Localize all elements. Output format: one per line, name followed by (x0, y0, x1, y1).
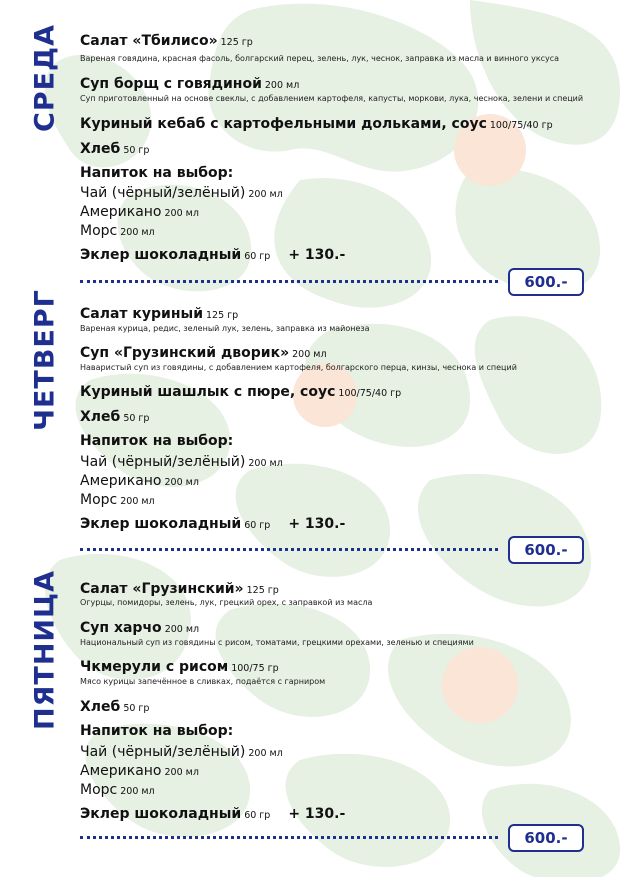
drink-portion: 200 мл (248, 458, 283, 469)
dotted-divider (80, 836, 498, 839)
dessert-portion: 60 гр (244, 520, 271, 531)
drink-name: Морс (80, 223, 118, 239)
drink-portion: 200 мл (120, 496, 155, 507)
drink-name: Морс (80, 782, 118, 798)
drink-name: Американо (80, 204, 162, 220)
day-title: ЧЕТВЕРГ (29, 289, 61, 431)
drink-name: Американо (80, 763, 162, 779)
item-name: Суп борщ с говядиной (80, 76, 262, 92)
item-description: Наваристый суп из говядины, с добавлением картофеля, болгарского перца, кинзы, чеснока и специй (80, 363, 517, 372)
drink-portion: 200 мл (120, 227, 155, 238)
item-name: Куриный кебаб с картофельными дольками, соус (80, 116, 487, 132)
menu-item (80, 578, 600, 597)
price-badge: 600.- (508, 536, 584, 564)
item-name: Хлеб (80, 409, 121, 425)
item-name: Салат куриный (80, 306, 204, 322)
item-portion: 200 мл (164, 624, 200, 635)
item-name: Суп «Грузинский дворик» (80, 345, 290, 361)
drink-option (80, 779, 600, 798)
item-description: Огурцы, помидоры, зелень, лук, грецкий орех, с заправкой из масла (80, 598, 373, 607)
drink-title-text: Напиток на выбор: (80, 165, 234, 181)
drink-name: Морс (80, 492, 118, 508)
item-portion: 50 гр (123, 413, 150, 424)
dessert-extra-price: + 130.- (288, 806, 346, 822)
menu-item (80, 696, 600, 715)
drink-portion: 200 мл (248, 189, 283, 200)
drink-portion: 200 мл (248, 748, 283, 759)
drink-portion: 200 мл (120, 786, 155, 797)
item-name: Куриный шашлык с пюре, соус (80, 384, 336, 400)
item-portion: 50 гр (123, 703, 150, 714)
item-name: Салат «Грузинский» (80, 581, 244, 597)
drink-portion: 200 мл (164, 208, 199, 219)
day-title: ПЯТНИЦА (29, 570, 61, 730)
item-description: Суп приготовленный на основе свеклы, с добавлением картофеля, капусты, моркови, лука, чеснока, зелени и специй (80, 94, 584, 103)
drink-name: Чай (чёрный/зелёный) (80, 454, 246, 470)
drink-name: Американо (80, 473, 162, 489)
item-name: Салат «Тбилисо» (80, 33, 218, 49)
menu-item (80, 617, 600, 636)
dessert-extra-price: + 130.- (288, 247, 346, 263)
drink-title (80, 720, 600, 739)
day-title: СРЕДА (29, 24, 61, 132)
item-portion: 125 гр (246, 585, 279, 596)
drink-name: Чай (чёрный/зелёный) (80, 744, 246, 760)
item-description: Вареная говядина, красная фасоль, болгарский перец, зелень, лук, чеснок, заправка из масла и винного уксуса (80, 54, 560, 63)
item-portion: 125 гр (206, 310, 239, 321)
drink-title-text: Напиток на выбор: (80, 723, 234, 739)
drink-name: Чай (чёрный/зелёный) (80, 185, 246, 201)
dessert-name: Эклер шоколадный (80, 806, 242, 822)
item-name: Суп харчо (80, 620, 162, 636)
item-portion: 125 гр (220, 37, 253, 48)
item-description: Национальный суп из говядины с рисом, томатами, грецкими орехами, зеленью и специями (80, 638, 474, 647)
price-badge: 600.- (508, 268, 584, 296)
item-name: Хлеб (80, 699, 121, 715)
item-description: Мясо курицы запечённое в сливках, подаётся с гарниром (80, 677, 326, 686)
item-portion: 100/75/40 гр (489, 120, 553, 131)
menu-item (80, 656, 600, 675)
item-description: Вареная курица, редис, зеленый лук, зелень, заправка из майонеза (80, 324, 370, 333)
dessert-name: Эклер шоколадный (80, 247, 242, 263)
price-badge: 600.- (508, 824, 584, 852)
item-portion: 100/75 гр (231, 663, 279, 674)
dessert-extra-price: + 130.- (288, 516, 346, 532)
item-portion: 200 мл (264, 80, 300, 91)
drink-title-text: Напиток на выбор: (80, 433, 234, 449)
dessert-name: Эклер шоколадный (80, 516, 242, 532)
dessert-portion: 60 гр (244, 810, 271, 821)
dessert-item (80, 803, 600, 822)
item-name: Хлеб (80, 141, 121, 157)
drink-option (80, 741, 600, 760)
item-portion: 100/75/40 гр (338, 388, 402, 399)
item-name: Чкмерули с рисом (80, 659, 229, 675)
item-portion: 50 гр (123, 145, 150, 156)
item-portion: 200 мл (292, 349, 327, 360)
drink-portion: 200 мл (164, 767, 199, 778)
drink-portion: 200 мл (164, 477, 199, 488)
drink-option (80, 760, 600, 779)
dessert-portion: 60 гр (244, 251, 271, 262)
